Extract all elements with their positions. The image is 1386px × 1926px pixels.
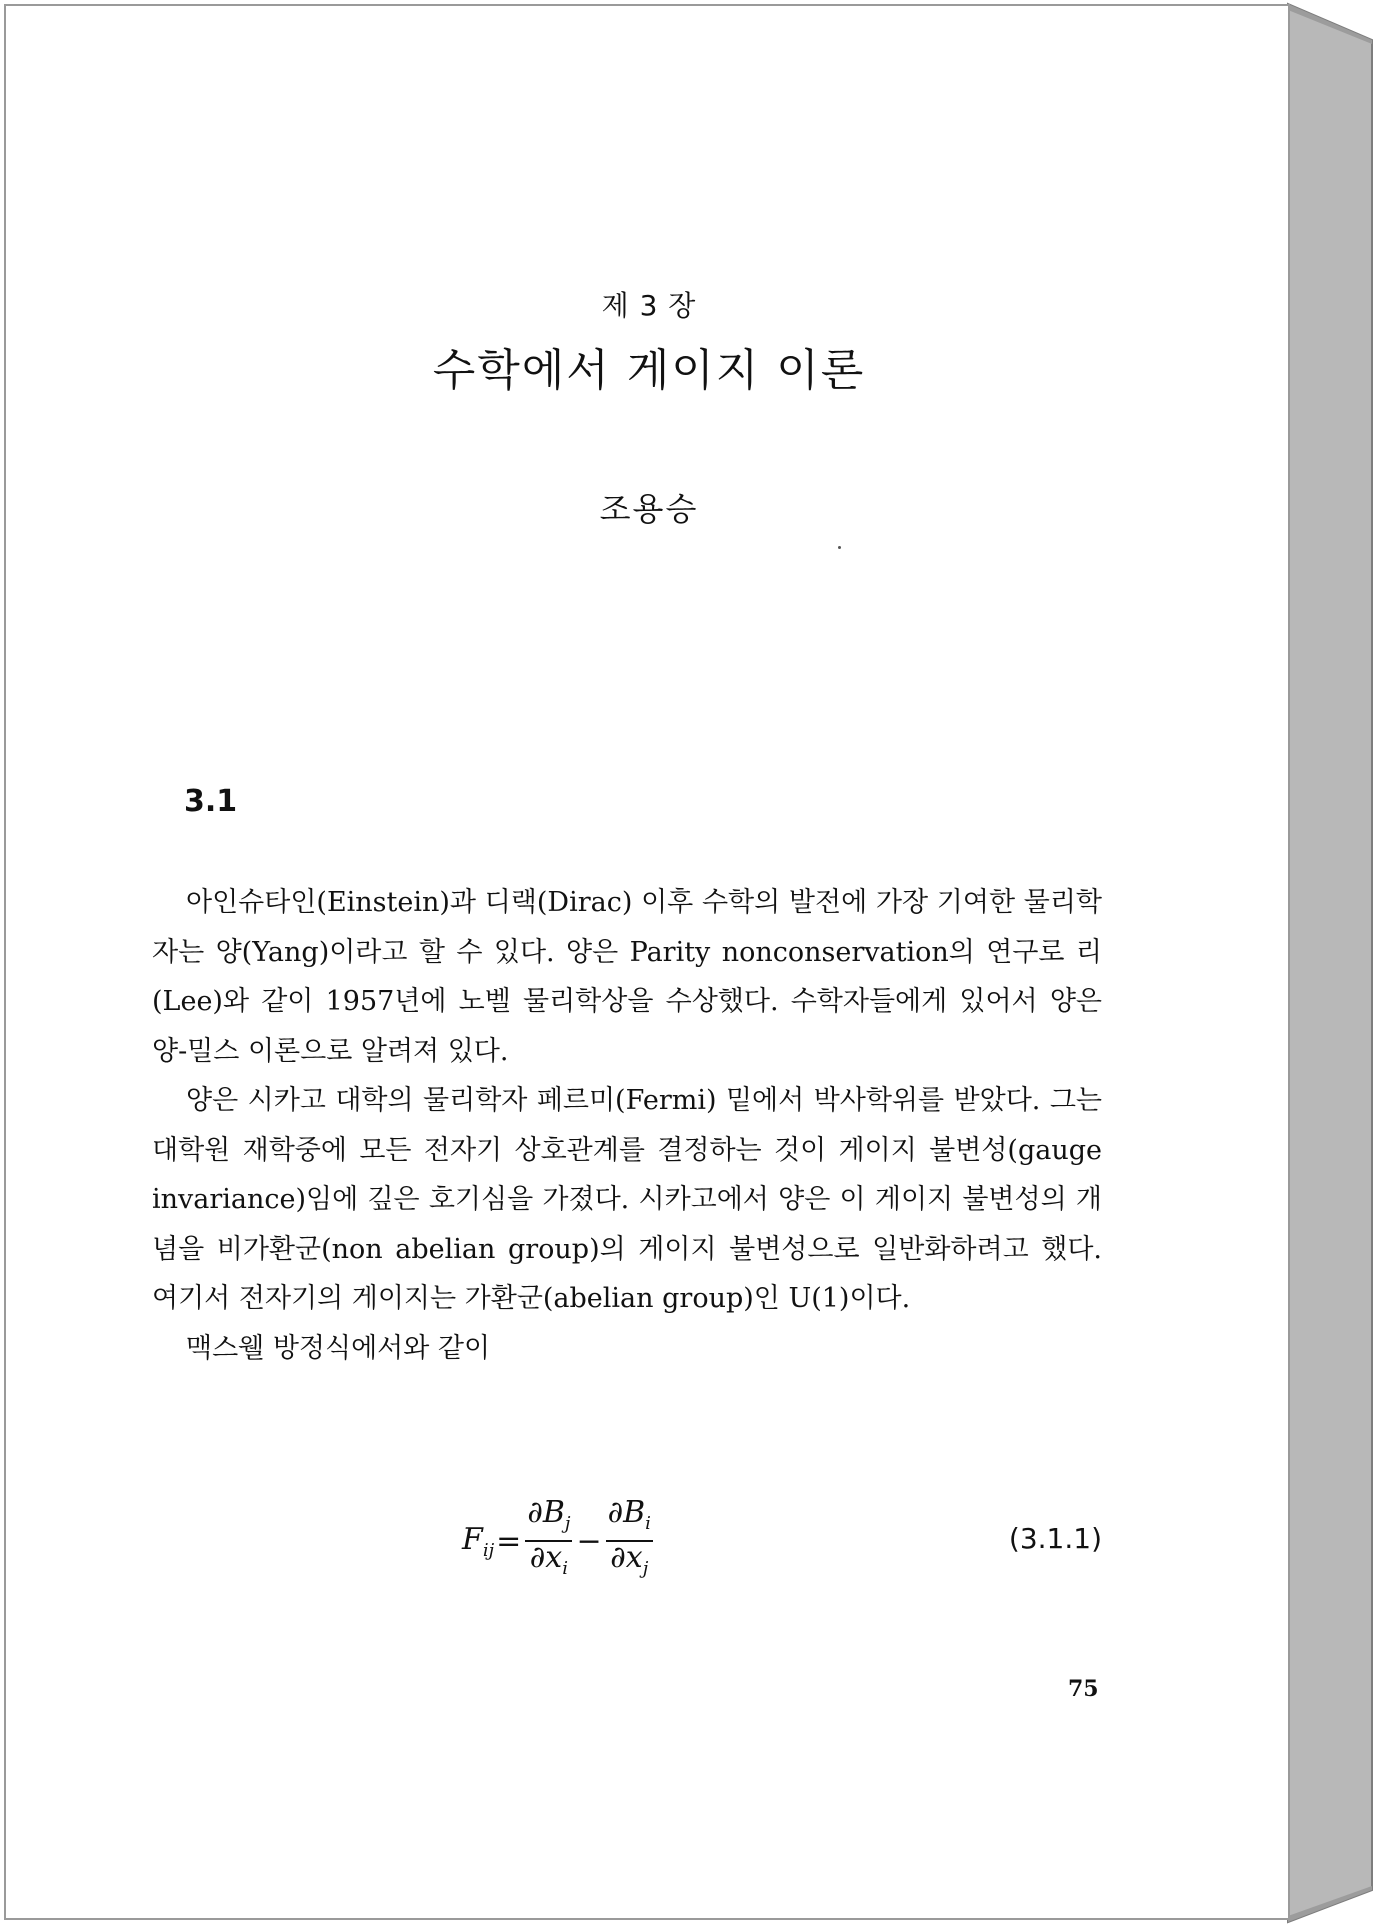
body-text	[152, 878, 1102, 1373]
chapter-title: 수학에서 게이지 이론	[432, 345, 866, 396]
print-speck	[838, 546, 841, 549]
page-stack-side	[1288, 4, 1372, 1922]
paragraph-1: 아인슈타인(Einstein)과 디랙(Dirac) 이후 수학의 발전에 가장 기여한 물리학자는 양(Yang)이라고 할 수 있다. 양은 Parity nonconservation의 연구로 리(Lee)와 같이 1957년에 노벨 물리학상을 수상했다. 수학자들에게 있어서 양은 양-밀스 이론으로 알려져 있다.	[152, 887, 1102, 1067]
equation-3-1-1	[152, 1495, 1102, 1579]
eq-minus: −	[576, 1523, 602, 1559]
paragraph-2: 양은 시카고 대학의 물리학자 페르미(Fermi) 밑에서 박사학위를 받았다. 그는 대학원 재학중에 모든 전자기 상호관계를 결정하는 것이 게이지 불변성(gauge invariance)임에 깊은 호기심을 가졌다. 시카고에서 양은 이 게이지 불변성의 개념을 비가환군(non abelian group)의 게이지 불변성으로 일반화하려고 했다. 여기서 전자기의 게이지는 가환군(abelian group)인 U(1)이다.	[152, 1085, 1102, 1314]
equation-number: (3.1.1)	[1008, 1522, 1102, 1555]
eq-fraction-2: $\frac{\partial B_i}{\partial x_j}$	[607, 1495, 651, 1579]
book-page	[4, 4, 1290, 1920]
page-number: 75	[1068, 1676, 1099, 1702]
equation-body	[462, 1495, 655, 1579]
paragraph-3: 맥스웰 방정식에서와 같이	[186, 1332, 491, 1364]
author-name: 조용승	[599, 490, 699, 528]
eq-fraction-1: $\frac{\partial B_j}{\partial x_i}$	[527, 1495, 571, 1579]
chapter-label: 제 3 장	[601, 289, 697, 322]
eq-lhs: $F_{ij}$	[462, 1521, 495, 1561]
section-heading: 3.1	[184, 784, 238, 819]
eq-equals: =	[496, 1523, 522, 1559]
